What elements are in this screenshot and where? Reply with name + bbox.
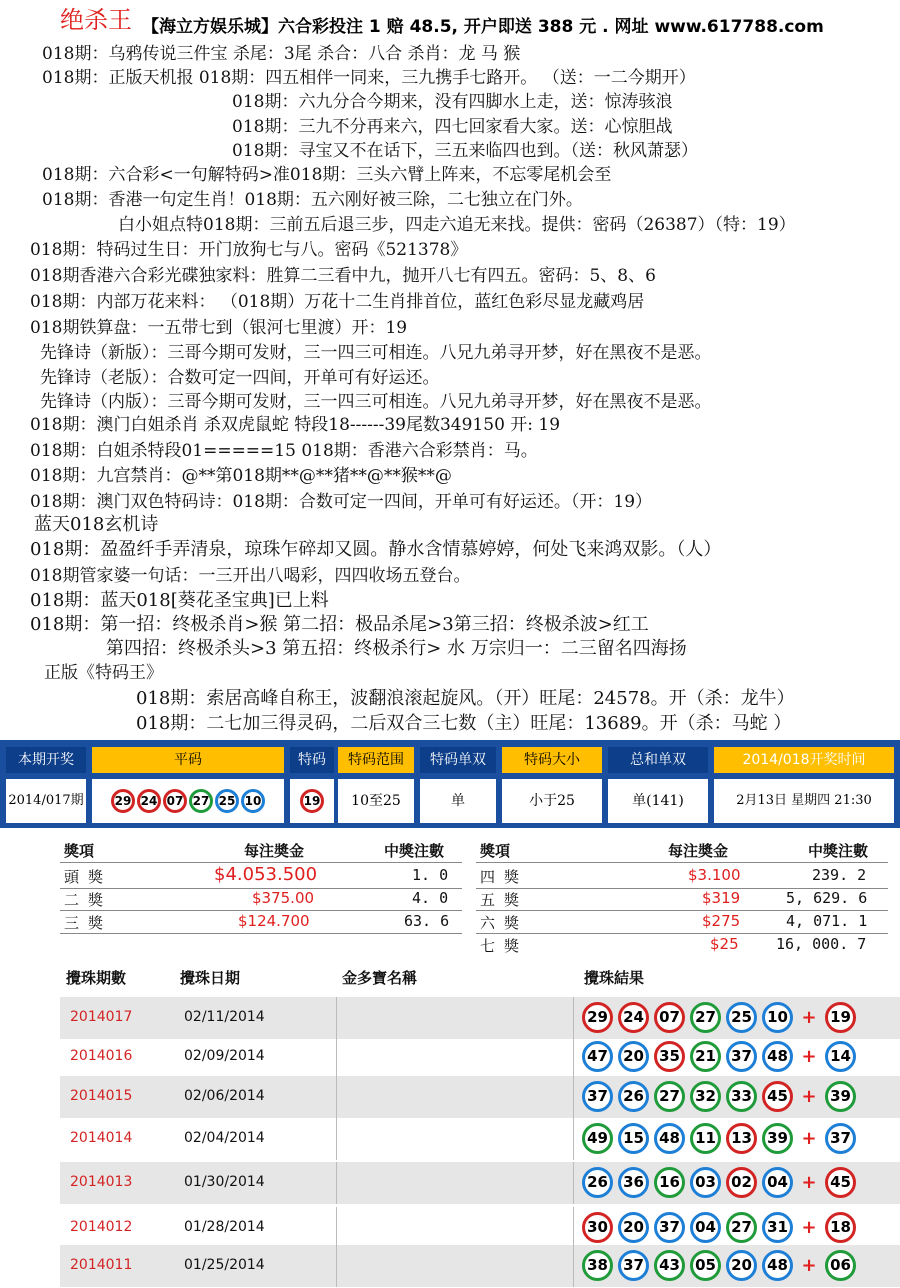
- history-jackpot-cell: [336, 1245, 574, 1287]
- history-header-jackpot: 金多寶名稱: [342, 969, 418, 987]
- result-ball: 48: [762, 1041, 793, 1072]
- result-ball: 26: [582, 1167, 613, 1198]
- history-header-date: 攪珠日期: [180, 969, 241, 987]
- prize-amount: $124.700: [238, 912, 310, 930]
- text-line: 018期：内部万花来料： （018期）万花十二生肖排首位，蓝红色彩尽显龙藏鸡居: [30, 292, 645, 312]
- text-line: 018期：正版天机报 018期：四五相伴一同来，三九携手七路开。 （送：一二今期开）: [42, 68, 696, 88]
- history-row: [60, 1245, 900, 1287]
- text-line: 018期：九宫禁肖：@**第018期**@**猪**@**猴**@: [30, 466, 452, 486]
- result-ball: 38: [582, 1250, 613, 1281]
- result-ball: 11: [690, 1123, 721, 1154]
- prize-count: 16, 000. 7: [776, 935, 867, 953]
- history-period[interactable]: 2014014: [70, 1130, 133, 1146]
- text-line: 018期铁算盘：一五带七到（银河七里渡）开：19: [30, 318, 408, 338]
- prize-count: 4. 0: [412, 889, 449, 907]
- history-jackpot-cell: [336, 1118, 574, 1160]
- result-ball: 37: [726, 1041, 757, 1072]
- prize-header-item: 獎項: [480, 842, 511, 860]
- special-result-ball: 19: [825, 1002, 856, 1033]
- text-line: 蓝天018玄机诗: [34, 514, 159, 535]
- prize-name: 五 獎: [480, 891, 520, 909]
- header-next-time: 2014/018开奖时间: [714, 747, 894, 773]
- regular-ball: 24: [137, 789, 161, 813]
- result-ball: 27: [654, 1081, 685, 1112]
- divider: [60, 933, 462, 934]
- result-ball: 49: [582, 1123, 613, 1154]
- prize-header-item: 獎項: [64, 842, 95, 860]
- history-result: [582, 1081, 856, 1112]
- divider: [476, 933, 888, 934]
- prize-count: 1. 0: [412, 866, 449, 884]
- plus-sign: +: [801, 1086, 817, 1107]
- text-line: 先锋诗（新版）：三哥今期可发财，三一四三可相连。八兄九弟寻开梦，好在黑夜不是恶。: [40, 343, 712, 363]
- history-row: [60, 997, 900, 1039]
- result-ball: 26: [618, 1081, 649, 1112]
- regular-ball: 27: [189, 789, 213, 813]
- prize-count: 239. 2: [812, 866, 867, 884]
- result-ball: 02: [726, 1167, 757, 1198]
- history-row: [60, 1207, 900, 1249]
- prize-header-count: 中獎注數: [384, 842, 445, 860]
- ad-banner[interactable]: 【海立方娱乐城】六合彩投注 1 赔 48.5, 开户即送 388 元 . 网址 www.617788.com: [142, 17, 824, 37]
- special-result-ball: 37: [825, 1123, 856, 1154]
- text-line: 018期：第一招：终极杀肖>猴 第二招：极品杀尾>3第三招：终极杀波>红工: [30, 614, 649, 635]
- text-line: 018期：寻宝又不在话下，三五来临四也到。（送：秋风萧瑟）: [232, 141, 698, 161]
- prize-count: 63. 6: [404, 912, 450, 930]
- history-result: [582, 1212, 856, 1243]
- prize-name: 六 獎: [480, 914, 520, 932]
- header-oddeven: 特码单双: [420, 747, 496, 773]
- result-ball: 48: [654, 1123, 685, 1154]
- text-line: 018期管家婆一句话：一三开出八喝彩，四四收场五登台。: [30, 566, 471, 586]
- text-line: 018期香港六合彩光碟独家料：胜算二三看中九，抛开八七有四五。密码：5、8、6: [30, 266, 656, 286]
- history-period[interactable]: 2014013: [70, 1174, 133, 1190]
- history-result: [582, 1167, 856, 1198]
- header-current-draw: 本期开奖: [6, 747, 86, 773]
- prize-amount: $25: [710, 935, 739, 953]
- result-ball: 20: [726, 1250, 757, 1281]
- text-line: 018期：索居高峰自称王，波翻浪滚起旋风。（开）旺尾：24578。开（杀：龙牛）: [136, 688, 795, 709]
- regular-ball: 29: [111, 789, 135, 813]
- prize-count: 4, 071. 1: [786, 912, 868, 930]
- history-date: 02/09/2014: [184, 1048, 265, 1064]
- text-line: 018期：香港一句定生肖！018期：五六刚好被三除，二七独立在门外。: [42, 190, 583, 210]
- prize-amount: $275: [702, 912, 741, 930]
- prize-amount: $319: [702, 889, 741, 907]
- header-special: 特码: [290, 747, 334, 773]
- divider: [60, 910, 462, 911]
- page-title: 绝杀王: [60, 6, 132, 34]
- result-ball: 27: [726, 1212, 757, 1243]
- result-ball: 35: [654, 1041, 685, 1072]
- prize-amount: $3.100: [688, 866, 741, 884]
- history-period[interactable]: 2014015: [70, 1088, 133, 1104]
- result-ball: 29: [582, 1002, 613, 1033]
- oddeven-value: 单: [420, 779, 496, 823]
- result-ball: 16: [654, 1167, 685, 1198]
- special-result-ball: 18: [825, 1212, 856, 1243]
- result-ball: 27: [690, 1002, 721, 1033]
- plus-sign: +: [801, 1172, 817, 1193]
- result-ball: 05: [690, 1250, 721, 1281]
- text-line: 018期：六合彩<一句解特码>准018期：三头六臂上阵来，不忘零尾机会至: [42, 165, 612, 185]
- history-period[interactable]: 2014011: [70, 1257, 133, 1273]
- plus-sign: +: [801, 1128, 817, 1149]
- result-ball: 39: [762, 1123, 793, 1154]
- result-ball: 45: [762, 1081, 793, 1112]
- prize-amount: $375.00: [252, 889, 315, 907]
- prize-name: 三 獎: [64, 914, 104, 932]
- text-line: 先锋诗（老版）：合数可定一四间，开单可有好运还。: [40, 368, 440, 388]
- prize-name: 七 獎: [480, 937, 520, 955]
- text-line: 018期：蓝天018[葵花圣宝典]已上料: [30, 590, 329, 611]
- current-period: 2014/017期: [6, 779, 86, 823]
- history-row: [60, 1162, 900, 1204]
- text-line: 018期：三九不分再来六，四七回家看大家。送：心惊胆战: [232, 117, 673, 137]
- text-line: 018期：白姐杀特段01=====15 018期：香港六合彩禁肖：马。: [30, 441, 538, 461]
- history-period[interactable]: 2014017: [70, 1009, 133, 1025]
- history-jackpot-cell: [336, 1036, 574, 1078]
- text-line: 018期：澳门白姐杀肖 杀双虎鼠蛇 特段18------39尾数349150 开: 19: [30, 415, 561, 435]
- text-line: 018期：六九分合今期来，没有四脚水上走，送：惊涛骇浪: [232, 92, 673, 112]
- divider: [60, 862, 462, 863]
- result-ball: 33: [726, 1081, 757, 1112]
- result-ball: 04: [762, 1167, 793, 1198]
- plus-sign: +: [801, 1046, 817, 1067]
- next-time-value: 2月13日 星期四 21:30: [714, 779, 894, 823]
- history-header-period: 攪珠期數: [66, 969, 127, 987]
- text-line: 018期：二七加三得灵码，二后双合三七数（主）旺尾：13689。开（杀：马蛇 ）: [136, 713, 792, 734]
- result-ball: 21: [690, 1041, 721, 1072]
- result-ball: 31: [762, 1212, 793, 1243]
- special-result-ball: 39: [825, 1081, 856, 1112]
- result-ball: 37: [582, 1081, 613, 1112]
- result-ball: 20: [618, 1212, 649, 1243]
- history-header: [60, 957, 900, 997]
- history-date: 01/25/2014: [184, 1257, 265, 1273]
- header-sum: 总和单双: [608, 747, 708, 773]
- text-line: 正版《特码王》: [44, 663, 163, 683]
- regular-balls: [92, 779, 284, 823]
- history-row: [60, 1076, 900, 1118]
- history-date: 01/30/2014: [184, 1174, 265, 1190]
- range-value: 10至25: [338, 779, 414, 823]
- draw-info-panel: [0, 740, 900, 828]
- prize-header-count: 中獎注數: [808, 842, 869, 860]
- result-ball: 37: [654, 1212, 685, 1243]
- special-result-ball: 14: [825, 1041, 856, 1072]
- history-row: [60, 1118, 900, 1160]
- special-ball-cell: [290, 779, 334, 823]
- header-size: 特码大小: [502, 747, 602, 773]
- result-ball: 48: [762, 1250, 793, 1281]
- history-row: [60, 1036, 900, 1078]
- history-date: 02/06/2014: [184, 1088, 265, 1104]
- history-jackpot-cell: [336, 1162, 574, 1204]
- prize-name: 頭 獎: [64, 868, 104, 886]
- plus-sign: +: [801, 1255, 817, 1276]
- size-value: 小于25: [502, 779, 602, 823]
- text-line: 白小姐点特018期：三前五后退三步，四走六追无来找。提供：密码（26387）（特：19）: [118, 215, 796, 235]
- result-ball: 25: [726, 1002, 757, 1033]
- history-result: [582, 1002, 856, 1033]
- result-ball: 30: [582, 1212, 613, 1243]
- history-date: 02/11/2014: [184, 1009, 265, 1025]
- history-period[interactable]: 2014016: [70, 1048, 133, 1064]
- result-ball: 10: [762, 1002, 793, 1033]
- history-date: 02/04/2014: [184, 1130, 265, 1146]
- result-ball: 03: [690, 1167, 721, 1198]
- history-jackpot-cell: [336, 997, 574, 1039]
- result-ball: 32: [690, 1081, 721, 1112]
- regular-ball: 25: [215, 789, 239, 813]
- history-jackpot-cell: [336, 1076, 574, 1118]
- plus-sign: +: [801, 1007, 817, 1028]
- result-ball: 15: [618, 1123, 649, 1154]
- prize-count: 5, 629. 6: [786, 889, 868, 907]
- result-ball: 07: [654, 1002, 685, 1033]
- history-jackpot-cell: [336, 1207, 574, 1249]
- divider: [476, 910, 888, 911]
- header-range: 特码范围: [338, 747, 414, 773]
- special-result-ball: 45: [825, 1167, 856, 1198]
- result-ball: 24: [618, 1002, 649, 1033]
- text-line: 018期：澳门双色特码诗：018期：合数可定一四间，开单可有好运还。（开：19）: [30, 492, 653, 512]
- regular-ball: 10: [241, 789, 265, 813]
- special-ball: 19: [300, 789, 324, 813]
- prize-amount: $4.053.500: [214, 864, 318, 885]
- result-ball: 47: [582, 1041, 613, 1072]
- text-line: 先锋诗（内版）：三哥今期可发财，三一四三可相连。八兄九弟寻开梦，好在黑夜不是恶。: [40, 392, 712, 412]
- result-ball: 36: [618, 1167, 649, 1198]
- prize-name: 四 獎: [480, 868, 520, 886]
- result-ball: 20: [618, 1041, 649, 1072]
- history-result: [582, 1041, 856, 1072]
- result-ball: 43: [654, 1250, 685, 1281]
- history-result: [582, 1123, 856, 1154]
- prize-name: 二 獎: [64, 891, 104, 909]
- prize-header-amount: 每注奬金: [244, 842, 305, 860]
- special-result-ball: 06: [825, 1250, 856, 1281]
- text-line: 018期：乌鸦传说三件宝 杀尾：3尾 杀合：八合 杀肖：龙 马 猴: [42, 44, 521, 64]
- header-regular: 平码: [92, 747, 284, 773]
- divider: [476, 862, 888, 863]
- text-line: 第四招：终极杀头>3 第五招：终极杀行> 水 万宗归一：二三留名四海扬: [106, 638, 687, 659]
- result-ball: 13: [726, 1123, 757, 1154]
- result-ball: 37: [618, 1250, 649, 1281]
- history-period[interactable]: 2014012: [70, 1219, 133, 1235]
- result-ball: 04: [690, 1212, 721, 1243]
- text-line: 018期：特码过生日：开门放狗七与八。密码《521378》: [30, 240, 468, 260]
- history-result: [582, 1250, 856, 1281]
- sum-value: 单(141): [608, 779, 708, 823]
- plus-sign: +: [801, 1217, 817, 1238]
- text-line: 018期：盈盈纤手弄清泉，琼珠乍碎却又圆。静水含情慕婷婷，何处飞来鸿双影。（人）: [30, 539, 722, 560]
- prize-header-amount: 每注奬金: [668, 842, 729, 860]
- regular-ball: 07: [163, 789, 187, 813]
- history-date: 01/28/2014: [184, 1219, 265, 1235]
- history-header-result: 攪珠結果: [584, 969, 645, 987]
